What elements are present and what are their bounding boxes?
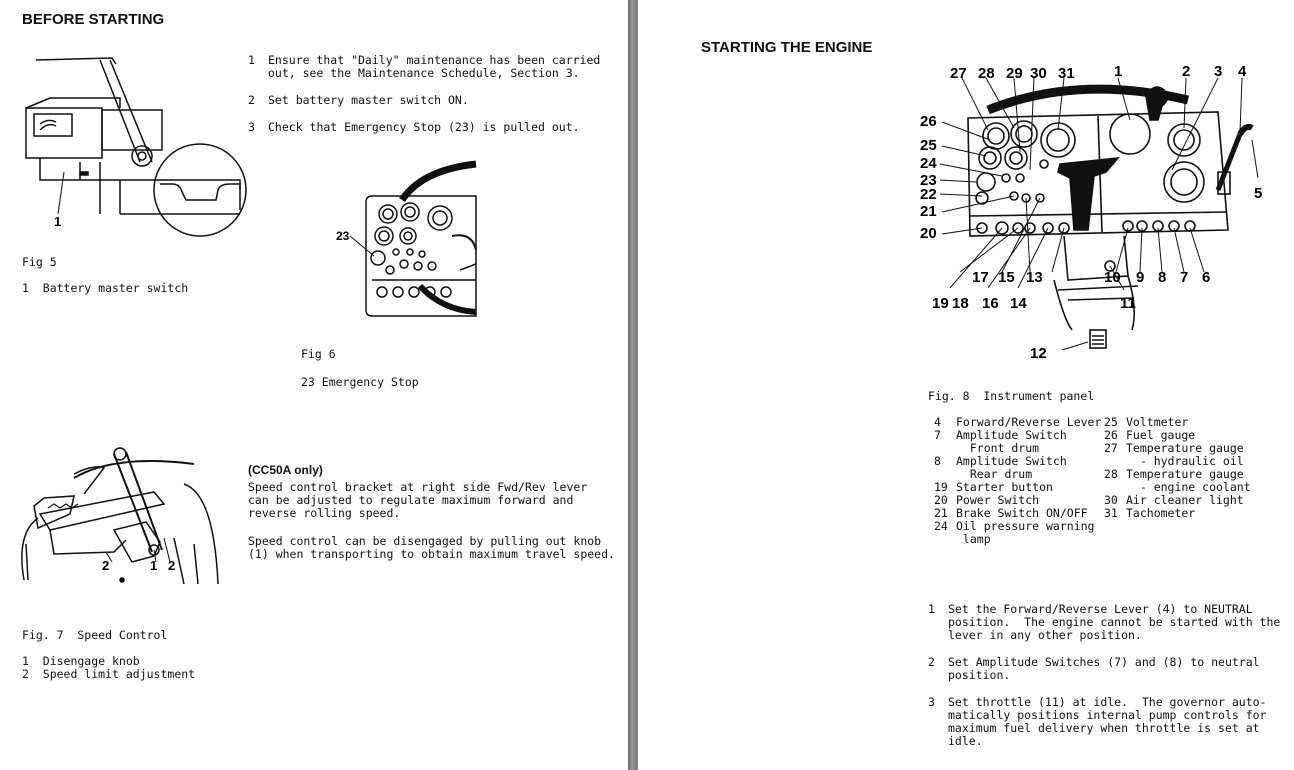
step-number: 2	[928, 655, 935, 669]
fig8-callout: 21	[920, 203, 937, 220]
fig7-speed-control-illustration	[14, 434, 229, 604]
legend-text: Rear drum	[956, 467, 1033, 481]
step-text: Ensure that "Daily" maintenance has been carried out, see the Maintenance Schedule, Section 3.	[268, 53, 601, 80]
fig8-callout: 17	[972, 269, 989, 286]
legend-text: Amplitude Switch	[956, 428, 1067, 442]
legend-text: Power Switch	[956, 493, 1040, 507]
fig8-callout: 8	[1158, 269, 1167, 286]
step-item	[248, 54, 600, 80]
legend-number: 8	[934, 454, 941, 468]
legend-number: 4	[934, 415, 941, 429]
fig8-callout: 5	[1254, 185, 1263, 202]
fig8-callout: 24	[920, 155, 937, 172]
legend-number: 19	[934, 480, 948, 494]
legend-text: Oil pressure warning	[956, 519, 1095, 533]
step-item	[248, 94, 600, 107]
legend-row	[1104, 507, 1251, 520]
step-text: Set battery master switch ON.	[268, 93, 469, 107]
fig7-callout-2: 2	[102, 558, 110, 573]
legend-text: Fuel gauge	[1126, 428, 1196, 442]
legend-number: 25	[1104, 415, 1118, 429]
legend-text: Brake Switch ON/OFF	[956, 506, 1088, 520]
fig6-caption: Fig 6	[301, 347, 336, 361]
legend-text: - engine coolant	[1126, 480, 1251, 494]
legend-text: Air cleaner light	[1126, 493, 1244, 507]
legend-text: Starter button	[956, 480, 1053, 494]
step-item	[928, 603, 1280, 642]
step-text: Set Amplitude Switches (7) and (8) to neutral position.	[948, 655, 1260, 682]
fig8-callout: 1	[1114, 63, 1123, 80]
fig8-callout: 11	[1120, 295, 1136, 312]
legend-number	[934, 533, 956, 546]
right-page	[638, 0, 1294, 770]
legend-text: - hydraulic oil	[1126, 454, 1244, 468]
step-number: 3	[248, 120, 255, 134]
step-number: 3	[928, 695, 935, 709]
legend-number: 31	[1104, 506, 1118, 520]
cc50a-paragraph-2: Speed control can be disengaged by pulling out knob (1) when transporting to obtain maximum travel speed.	[248, 534, 615, 561]
fig8-callout: 6	[1202, 269, 1211, 286]
legend-number: 26	[1104, 428, 1118, 442]
fig7-legend-item: 1 Disengage knob	[22, 654, 140, 668]
fig8-callout: 18	[952, 295, 969, 312]
starting-engine-heading: STARTING THE ENGINE	[701, 39, 873, 56]
fig8-callout: 12	[1030, 345, 1047, 362]
fig8-callout: 9	[1136, 269, 1145, 286]
fig8-callout: 22	[920, 186, 937, 203]
legend-text: Temperature gauge	[1126, 467, 1244, 481]
fig8-callout: 2	[1182, 63, 1191, 80]
fig8-callout: 7	[1180, 269, 1189, 286]
fig8-legend-right	[1104, 416, 1251, 520]
fig6-legend-item: 23 Emergency Stop	[301, 375, 419, 389]
cc50a-title: (CC50A only)	[248, 463, 323, 477]
fig8-callout: 13	[1026, 269, 1043, 286]
before-starting-heading: BEFORE STARTING	[22, 11, 165, 28]
fig7-caption: Fig. 7 Speed Control	[22, 628, 168, 642]
legend-text: Temperature gauge	[1126, 441, 1244, 455]
fig8-callout: 19	[932, 295, 949, 312]
fig8-callout: 30	[1030, 65, 1047, 82]
step-text: Set throttle (11) at idle. The governor auto- matically positions internal pump controls for maximum fuel delivery when throttle is set at idle.	[948, 695, 1267, 748]
fig8-callout: 15	[998, 269, 1015, 286]
fig8-callout: 26	[920, 113, 937, 130]
step-text: Set the Forward/Reverse Lever (4) to NEUTRAL position. The engine cannot be started with the lever in any other position.	[948, 602, 1281, 642]
step-item	[928, 656, 1280, 682]
fig5-legend-item: 1 Battery master switch	[22, 281, 189, 295]
fig8-callout: 23	[920, 172, 937, 189]
fig7-callout-2b: 2	[168, 558, 176, 573]
legend-text: Tachometer	[1126, 506, 1196, 520]
legend-number: 20	[934, 493, 948, 507]
left-page	[0, 0, 628, 770]
fig8-callout: 14	[1010, 295, 1027, 312]
legend-number: 24	[934, 519, 948, 533]
legend-number: 27	[1104, 441, 1118, 455]
fig8-callout: 10	[1104, 269, 1121, 286]
fig8-callout: 4	[1238, 63, 1247, 80]
fig8-callout: 28	[978, 65, 995, 82]
fig8-callout: 29	[1006, 65, 1023, 82]
cc50a-paragraph-1: Speed control bracket at right side Fwd/Rev lever can be adjusted to regulate maximum forward and reverse rolling speed.	[248, 480, 588, 520]
fig6-panel-illustration	[332, 160, 482, 320]
step-text: Check that Emergency Stop (23) is pulled out.	[268, 120, 580, 134]
legend-text: Voltmeter	[1126, 415, 1189, 429]
fig8-callout: 20	[920, 225, 937, 242]
fig5-roller-illustration	[20, 50, 260, 240]
fig5-caption: Fig 5	[22, 255, 57, 269]
fig7-legend-item: 2 Speed limit adjustment	[22, 667, 196, 681]
legend-number: 21	[934, 506, 948, 520]
fig8-callout: 27	[950, 65, 967, 82]
fig5-callout-1: 1	[54, 214, 62, 229]
fig7-callout-1: 1	[150, 558, 158, 573]
fig8-caption: Fig. 8 Instrument panel	[928, 389, 1095, 403]
legend-text: Forward/Reverse Lever	[956, 415, 1102, 429]
legend-number: 7	[934, 428, 941, 442]
step-number: 2	[248, 93, 255, 107]
legend-text: lamp	[956, 532, 991, 546]
starting-engine-steps	[928, 603, 1280, 748]
page-gutter	[628, 0, 638, 770]
legend-text: Front drum	[956, 441, 1040, 455]
step-number: 1	[928, 602, 935, 616]
legend-number: 30	[1104, 493, 1118, 507]
legend-number: 28	[1104, 467, 1118, 481]
fig8-callout: 3	[1214, 63, 1223, 80]
fig8-callout: 16	[982, 295, 999, 312]
step-item	[928, 696, 1280, 748]
fig8-instrument-panel-illustration	[918, 60, 1278, 360]
fig8-legend-left	[934, 416, 1101, 546]
step-item	[248, 121, 600, 134]
step-number: 1	[248, 53, 255, 67]
legend-row	[934, 533, 1101, 546]
fig6-callout-23: 23	[336, 229, 350, 243]
fig8-callout: 25	[920, 137, 937, 154]
before-starting-steps	[248, 54, 600, 134]
legend-text: Amplitude Switch	[956, 454, 1067, 468]
fig8-callout: 31	[1058, 65, 1075, 82]
